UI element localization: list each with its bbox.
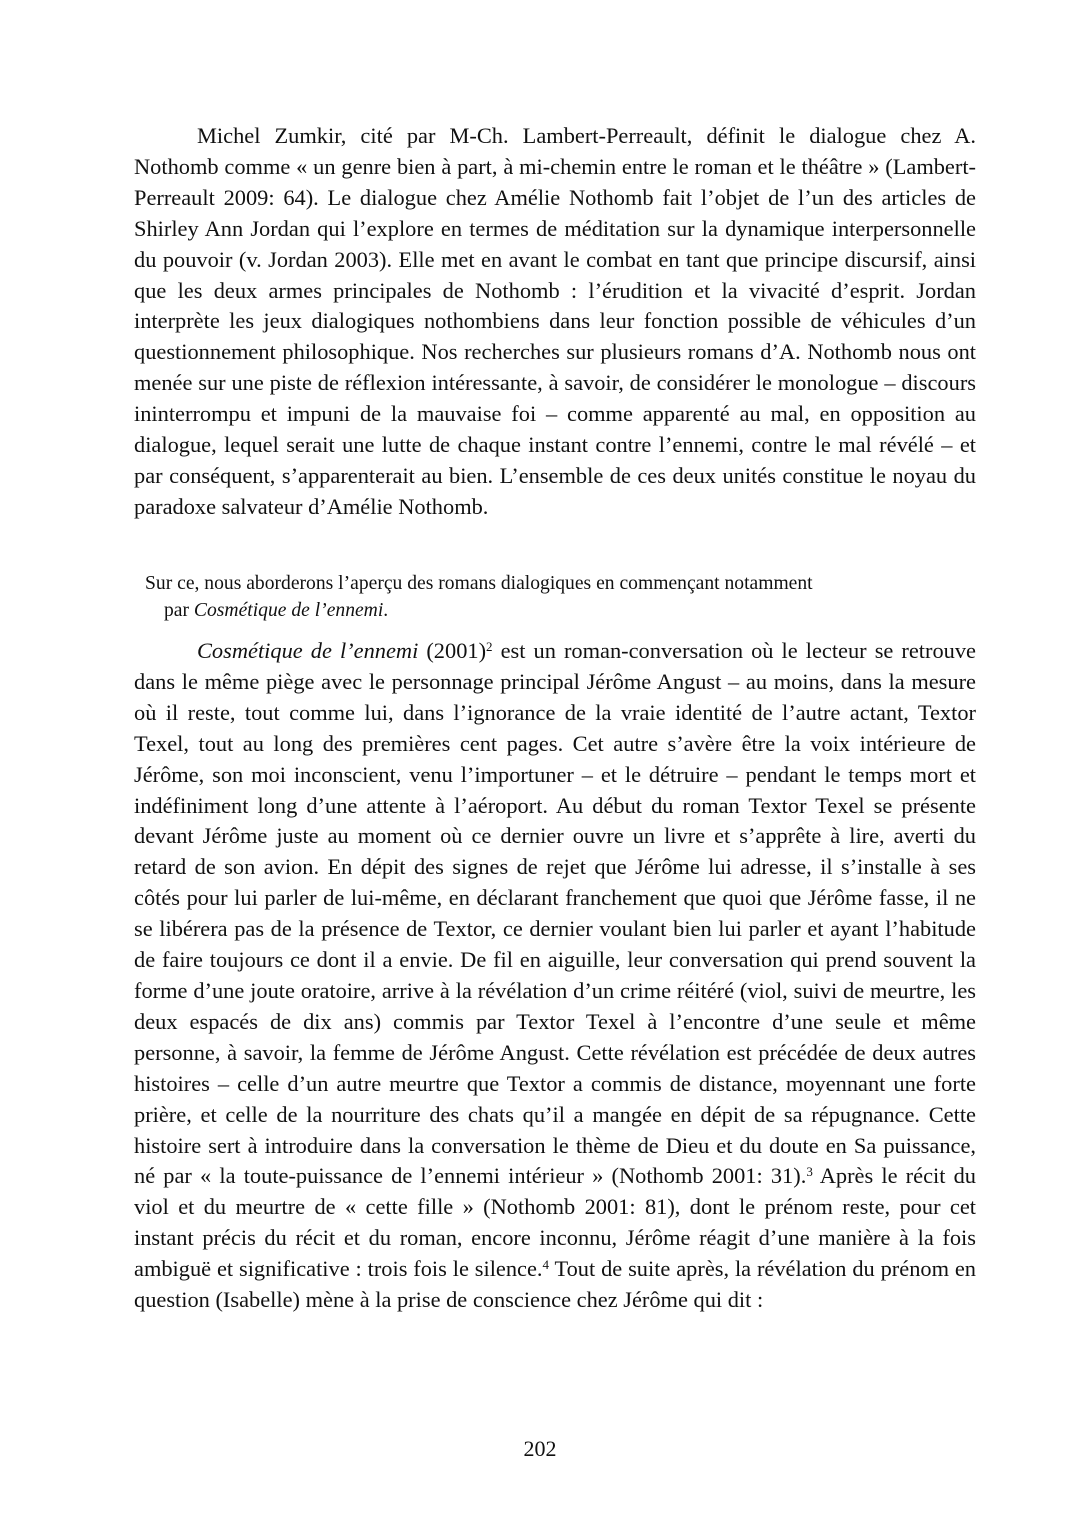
summary-text-part-2: Après le récit du viol et du meurtre de « cette fille » (Nothomb 2001: 81), dont le prénom reste, pour cet instant précis du récit et du roman, encore inconnu, Jérôme réagit d’une manière à la fois ambiguë et significative : trois fois le silence. (134, 1163, 976, 1282)
paragraph-cosmetique-summary (134, 636, 976, 1316)
book-title: Cosmétique de l’ennemi (197, 638, 419, 663)
paragraph-dialogue-intro: Michel Zumkir, cité par M-Ch. Lambert-Perreault, définit le dialogue chez A. Nothomb comme « un genre bien à part, à mi-chemin entre le roman et le théâtre » (Lambert-Perreault 2009: 64). Le dialogue chez Amélie Nothomb fait l’objet de l’un des articles de Shirley Ann Jordan qui l’explore en termes de méditation sur la dynamique interpersonnelle du pouvoir (v. Jordan 2003). Elle met en avant le combat en tant que principe discursif, ainsi que les deux armes principales de Nothomb : l’érudition et la vivacité d’esprit. Jordan interprète les jeux dialogiques nothombiens dans leur fonction possible de véhicules d’un questionnement philosophique. Nos recherches sur plusieurs romans d’A. Nothomb nous ont menée sur une piste de réflexion intéressante, à savoir, de considérer le monologue – discours ininterrompu et impuni de la mauvaise foi – comme apparenté au mal, en opposition au dialogue, lequel serait une lutte de chaque instant contre l’ennemi, contre le mal révélé – et par conséquent, s’apparenterait au bien. L’ensemble de ces deux unités constitue le noyau du paradoxe salvateur d’Amélie Nothomb. (134, 123, 976, 519)
transition-suffix: . (383, 600, 389, 621)
publication-year: (2001) (418, 638, 487, 663)
paragraph-transition (145, 570, 955, 624)
transition-line-1: Sur ce, nous aborderons l’aperçu des romans dialogiques en commençant notamment (145, 573, 813, 594)
footnote-ref-3[interactable]: 3 (806, 1164, 813, 1180)
transition-prefix: par (164, 600, 194, 621)
footnote-ref-2[interactable]: 2 (486, 639, 493, 654)
footnote-ref-4[interactable]: 4 (542, 1257, 550, 1273)
page-number: 202 (523, 1436, 557, 1461)
transition-line-2 (145, 597, 955, 624)
summary-text-part-3: Tout de suite après, la révélation du prénom en question (Isabelle) mène à la prise de conscience chez Jérôme qui dit : (134, 1256, 976, 1313)
transition-book-title: Cosmétique de l’ennemi (193, 600, 384, 621)
summary-text-part-1: est un roman-conversation où le lecteur se retrouve dans le même piège avec le personnage principal Jérôme Angust – au moins, dans la mesure où il reste, tout comme lui, dans l’ignorance de la vraie identité de l’autre actant, Textor Texel, tout au long des premières cent pages. Cet autre s’avère être la voix intérieure de Jérôme, son moi inconscient, venu l’importuner – et le détruire – pendant le temps mort et indéfiniment long d’une attente à l’aéroport. Au début du roman Textor Texel se présente devant Jérôme juste au moment où ce dernier ouvre un livre et s’apprête à lire, averti du retard de son avion. En dépit des signes de rejet que Jérôme lui adresse, il s’installe à ses côtés pour lui parler de lui-même, en déclarant franchement que quoi que Jérôme fasse, il ne se libérera pas de la présence de Textor, ce dernier voulant bien lui parler et ayant l’habitude de faire toujours ce dont il a envie. De fil en aiguille, leur conversation qui prend souvent la forme d’une joute oratoire, arrive à la révélation d’un crime réitéré (viol, suivi de meurtre, les deux espacés de dix ans) commis par Textor Texel à l’encontre d’une seule et même personne, à savoir, la femme de Jérôme Angust. Cette révélation est précédée de deux autres histoires – celle d’un autre meurtre que Textor a commis de distance, moyennant une forte prière, et celle de la nourriture des chats qu’il a mangée en dépit de sa répugnance. Cette histoire sert à introduire dans la conversation le thème de Dieu et du doute en Sa puissance, né par « la toute-puissance de l’ennemi intérieur » (Nothomb 2001: 31). (134, 638, 976, 1189)
